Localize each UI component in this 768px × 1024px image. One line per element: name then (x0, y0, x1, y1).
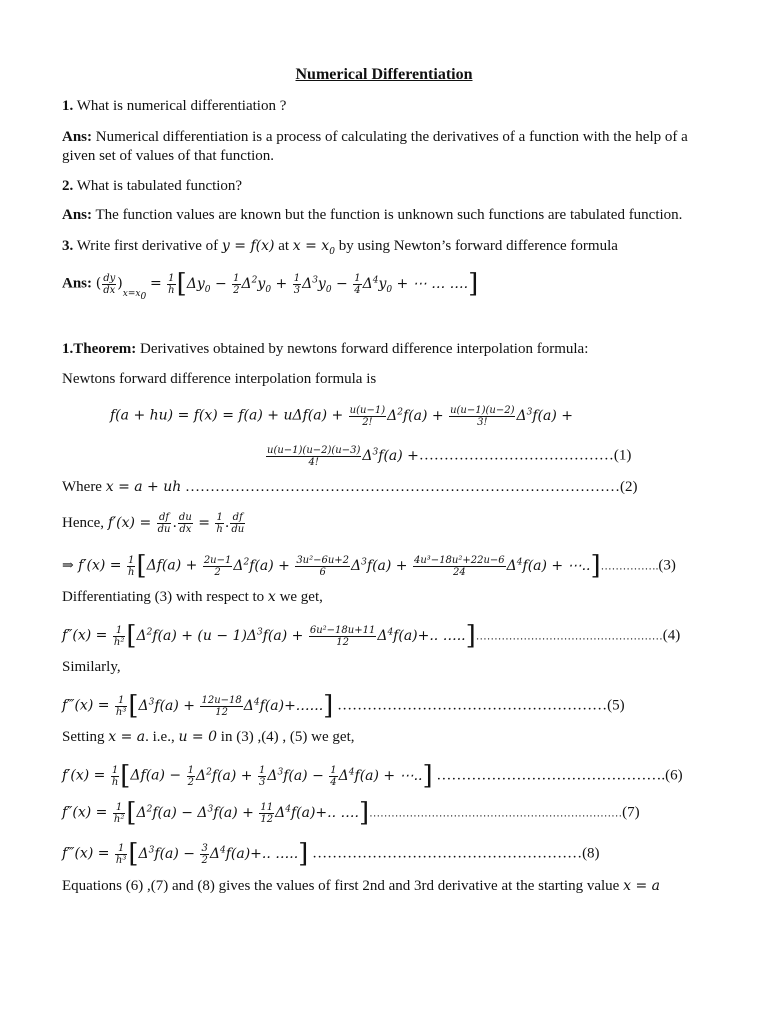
answer-text: Numerical differentiation is a process of calculating the derivatives of a function with the help of a (92, 129, 688, 145)
answer-label: Ans: (62, 129, 93, 145)
equation-number: (7) (622, 804, 640, 821)
equation-number: (3) (658, 557, 676, 574)
page-title: Numerical Differentiation (295, 66, 473, 83)
answer-2 (62, 205, 682, 225)
equation-number: (4) (662, 627, 681, 644)
question-number: 2. (62, 178, 74, 194)
question-1 (62, 96, 286, 116)
equation-6: f′(x) = $\frac{1}{h}$ [Δf(a) − $\frac{1}{2}$ $\Delta^2f(a)$ + $\frac{1}{3}$ $\Delta^3f(a)$ − $\frac{1}{4}$ $\Delta^4f(a)$ + ⋯..] ……………………………………….(6) (62, 761, 683, 792)
equation-3: ⇒ f′(x) = $\frac{1}{h}$ [Δf(a) + $\frac{2u-1}{2}$ $\Delta^2f(a)$ + $\frac{\text{3u²−6u+2}}{6}$ $\Delta^3f(a)$ + $\frac{\text{4u³−18u²+22u−6}}{24}$ $\Delta^4f(a)$ + ⋯..]…………….(3) (62, 551, 676, 582)
equation-4: f″(x) = $\frac{1}{\text{h²}}$ [$\Delta^2f(a) + (u - 1)\Delta^3f(a)$ + $\frac{\text{6u²−18u+11}}{12}$ $\Delta^4f(a)+$.. …..]……………………………………………(4) (62, 621, 681, 652)
hence-line: Hence, f′(x) = $\frac{df}{du}$ . $\frac{du}{dx}$ = $\frac{1}{h}$ . $\frac{df}{du}$ (62, 512, 245, 535)
math-expr: y = f(x) (221, 238, 275, 254)
equation-8: f‴(x) = $\frac{1}{\text{h³}}$ [$\Delta^3f(a)$ − $\frac{3}{2}$ $\Delta^4f(a)+$.. …..] ………………………………………………(8) (62, 839, 600, 870)
question-text: What is numerical differentiation ? (73, 98, 287, 114)
theorem-text: Derivatives obtained by newtons forward difference interpolation formula: (136, 341, 589, 357)
conclusion-text: Equations (6) ,(7) and (8) gives the values of first 2nd and 3rd derivative at the starting value x = a (62, 878, 660, 894)
equation-7: f″(x) = $\frac{1}{\text{h²}}$ [$\Delta^2f(a) - \Delta^3f(a)$ + $\frac{11}{12}$ $\Delta^4f(a)+$.. ….]……………………………………………………………(7) (62, 798, 640, 829)
question-number: 3. (62, 238, 74, 254)
setting-text: Setting x = a. i.e., u = 0 in (3) ,(4) , (5) we get, (62, 729, 355, 745)
equation-number: (1) (613, 447, 632, 464)
equation-number: (5) (607, 697, 625, 714)
differentiating-text: Differentiating (3) with respect to x we get, (62, 589, 323, 605)
equation-number: (6) (665, 767, 683, 784)
answer-1-line-1 (62, 127, 688, 147)
answer-3-formula: Ans: ( $\frac{dy}{dx}$ )$_{x=x_0}$ = $\frac{1}{h}$ [$\Delta y_0$ − $\frac{1}{2}$ $\Delta^2y_0$ + $\frac{1}{3}$ $\Delta^3y_0$ − $\frac{1}{4}$ $\Delta^4y_0$ + ⋯ … ….] (62, 269, 479, 302)
answer-1-line-2: given set of values of that function. (62, 148, 275, 164)
similarly-text: Similarly, (62, 659, 121, 675)
equation-number: (2) (620, 479, 638, 495)
question-3: 3. Write first derivative of y = f(x) at $x = x_0$ by using Newton’s forward difference formula (62, 238, 618, 257)
equation-1-line-2: $\frac{u(u-1)(u-2)(u-3)}{4!}$ $\Delta^3f(a)$ +…………………………………(1) (267, 444, 632, 468)
equation-1-line-1: f(a + hu) = f(x) = f(a) + uΔf(a) + $\frac{u(u-1)}{2!}$ $\Delta^2f(a)$ + $\frac{u(u-1)(u-2)}{3!}$ $\Delta^3f(a)$ + (110, 404, 573, 428)
theorem-label: 1.Theorem: (62, 341, 137, 357)
equation-number: (8) (582, 845, 600, 862)
question-text: What is tabulated function? (73, 178, 243, 194)
equation-5: f‴(x) = $\frac{1}{\text{h³}}$ [$\Delta^3f(a)$ + $\frac{12u-18}{12}$ $\Delta^4f(a)+.\dots$..] ………………………………………………(5) (62, 691, 625, 722)
intro-text: Newtons forward difference interpolation formula is (62, 371, 377, 387)
math-expr: $x = x_0$ (292, 238, 335, 257)
theorem-heading (62, 339, 588, 359)
equation-2: Where x = a + uh ……………………………………………………………………………(2) (62, 479, 638, 495)
answer-label: Ans: (62, 275, 93, 292)
question-2 (62, 176, 242, 196)
answer-text: The function values are known but the function is unknown such functions are tabulated function. (92, 207, 683, 223)
question-number: 1. (62, 98, 74, 114)
answer-label: Ans: (62, 207, 93, 223)
